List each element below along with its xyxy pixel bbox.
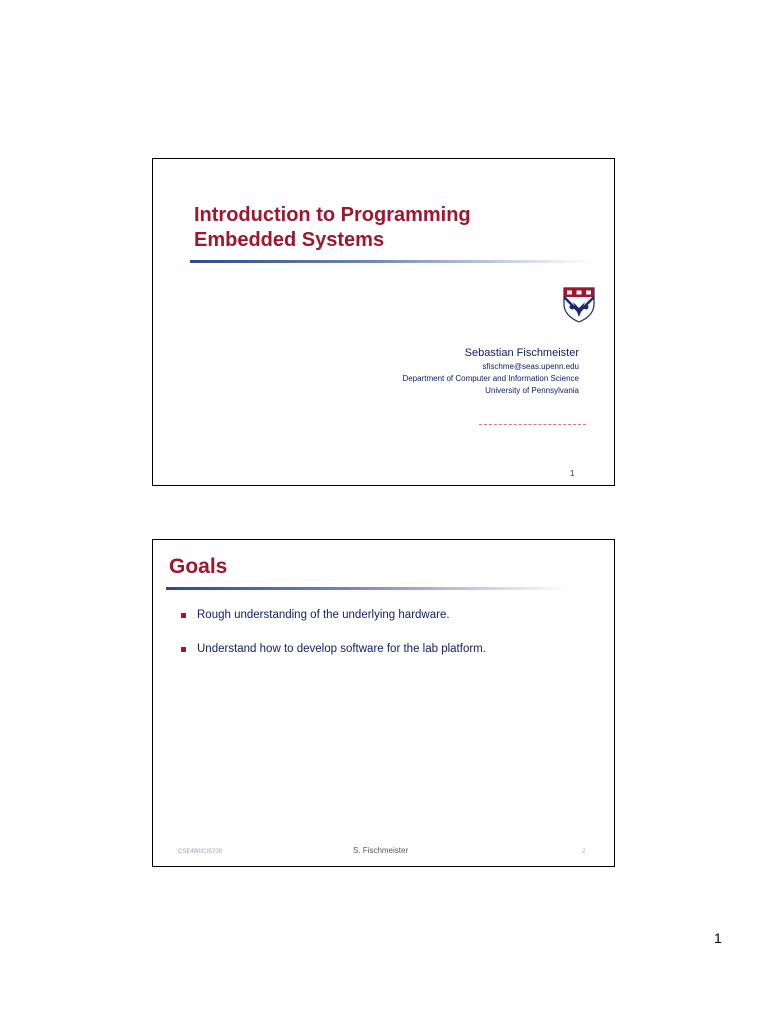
slide-2-title-rule xyxy=(166,587,569,590)
slide-2 xyxy=(152,539,615,867)
slide-2-footer-number: 2 xyxy=(582,849,586,855)
goals-bullet-list xyxy=(179,608,486,676)
slide-1 xyxy=(152,158,615,486)
bullet-text: Rough understanding of the underlying hardware. xyxy=(197,609,450,621)
author-block xyxy=(402,345,579,397)
author-name: Sebastian Fischmeister xyxy=(464,347,579,359)
slide-1-number: 1 xyxy=(570,469,575,478)
author-email: sfischme@seas.upenn.edu xyxy=(482,362,579,371)
slide-1-title-line-2: Embedded Systems xyxy=(194,229,385,251)
slide-2-footer-course: CSE480/CIS700 xyxy=(178,849,223,855)
decorative-dashed-line xyxy=(479,424,586,425)
bullet-text: Understand how to develop software for the lab platform. xyxy=(197,643,486,655)
slide-1-title-rule xyxy=(190,260,593,263)
slide-1-title-line-1: Introduction to Programming xyxy=(194,204,471,226)
bullet-item xyxy=(179,642,486,657)
square-bullet-icon xyxy=(181,647,186,652)
author-university: University of Pennsylvania xyxy=(485,386,579,395)
slide-1-title xyxy=(194,203,471,253)
bullet-item xyxy=(179,608,486,623)
slide-2-footer-author: S. Fischmeister xyxy=(353,846,409,855)
slide-2-title: Goals xyxy=(169,555,228,578)
page-number: 1 xyxy=(714,930,722,946)
square-bullet-icon xyxy=(181,613,186,618)
university-shield-icon xyxy=(563,287,595,323)
author-department: Department of Computer and Information Science xyxy=(402,374,579,383)
